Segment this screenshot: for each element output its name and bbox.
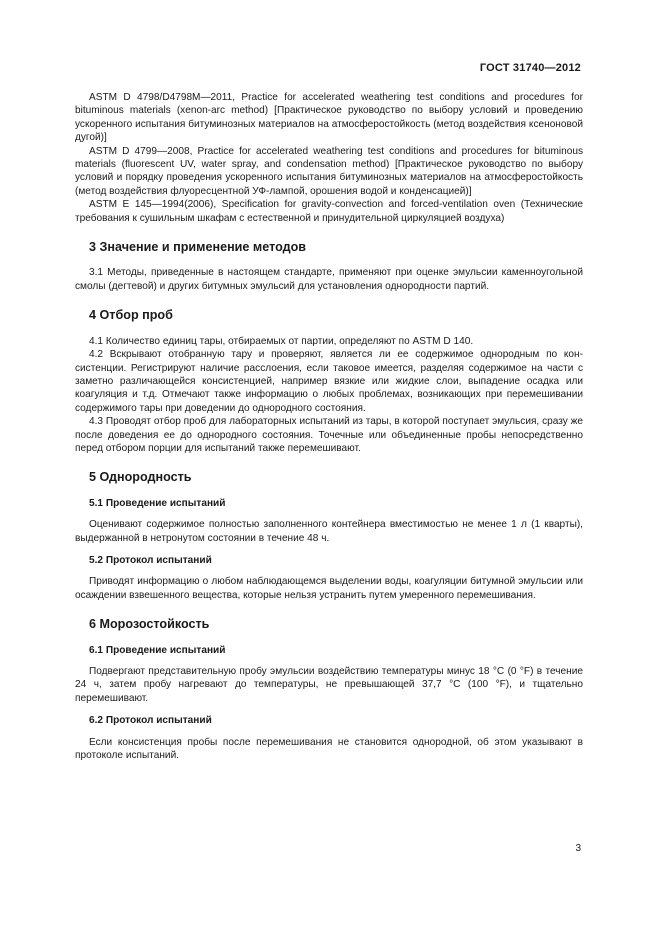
paragraph: 4.3 Проводят отбор проб для лабораторных испытаний из тары, в которой поступает эмульсия, сразу же после доведения ее до однородного состояния. Точечные или объединенные пробы непосредственно перед отбором порции для испытаний также перемешивают.	[75, 416, 583, 454]
paragraph: Приводят информацию о любом наблюдающемся выделении воды, коагуляции битумной эмульсии или осаждении взвешенного вещества, которые нельзя устранить путем умеренного перемешивания.	[75, 576, 583, 601]
document-code: ГОСТ 31740—2012	[479, 62, 581, 74]
section-3-heading: 3 Значение и применение методов	[89, 240, 307, 255]
page-number: 3	[575, 843, 581, 854]
paragraph: 4.1 Количество единиц тары, отбираемых от партии, определяют по ASTM D 140.	[89, 335, 474, 347]
reference-item: ASTM D 4798/D4798M—2011, Practice for accelerated weathering test conditions and procedures for bituminous materials (xenon-arc method) [Практическое руководство по выбору условий и проведению ускоренного испытания битуминозных материалов на атмосферостойкость (метод воздействия ксеноновой дугой)]	[75, 92, 583, 144]
subsection-6-2-heading: 6.2 Протокол испытаний	[89, 715, 212, 727]
reference-item: ASTM D 4799—2008, Practice for accelerated weathering test conditions and procedures for bituminous materials (fluorescent UV, water spray, and condensation method) [Практическое руководство по выбору условий и порядку проведения ускоренного испытания битуминозных материалов на атмосферостойкость (метод воздействия флуоресцентной УФ-лампой, орошения водой и конденсацией)]	[75, 145, 583, 197]
subsection-5-1-heading: 5.1 Проведение испытаний	[89, 497, 226, 509]
paragraph: 4.2 Вскрывают отобранную тару и проверяют, является ли ее содержимое однородным по консистенции. Регистрируют наличие расслоения, если таковое имеется, разделяя содержимое на части с заметно различающейся консистенцией, например вязкие или жидкие слои, выпадение осадка или коагуляция и т.д. Отмечают также информацию о любых проблемах, возникающих при перемешивании содержимого тары при доведении до однородного состояния.	[75, 349, 583, 414]
page-content	[75, 91, 583, 762]
paragraph: Если консистенция пробы после перемешивания не становится однородной, об этом указывают в протоколе испытаний.	[75, 736, 583, 762]
subsection-6-1-heading: 6.1 Проведение испытаний	[89, 644, 226, 656]
paragraph: 3.1 Методы, приведенные в настоящем стандарте, применяют при оценке эмульсии каменноугольной смолы (дегтевой) и других битумных эмульсий для установления однородности партий.	[75, 267, 583, 292]
section-4-heading: 4 Отбор проб	[89, 308, 173, 323]
section-5-heading: 5 Однородность	[89, 470, 192, 485]
paragraph: Подвергают представительную пробу эмульсии воздействию температуры минус 18 °С (0 °F) в течение 24 ч, затем пробу нагревают до температуры, не превышающей 37,7 °С (100 °F), и тщательно перемешивают.	[75, 666, 583, 704]
paragraph: Оценивают содержимое полностью заполненного контейнера вместимостью не менее 1 л (1 кварты), выдержанной в нетронутом состоянии в течение 48 ч.	[75, 519, 583, 544]
reference-item: ASTM E 145—1994(2006), Specification for gravity-convection and forced-ventilation oven (Технические требования к сушильным шкафам с естественной и принудительной циркуляцией воздуха)	[75, 199, 583, 224]
section-6-heading: 6 Морозостойкость	[89, 617, 210, 632]
subsection-5-2-heading: 5.2 Протокол испытаний	[89, 554, 212, 566]
